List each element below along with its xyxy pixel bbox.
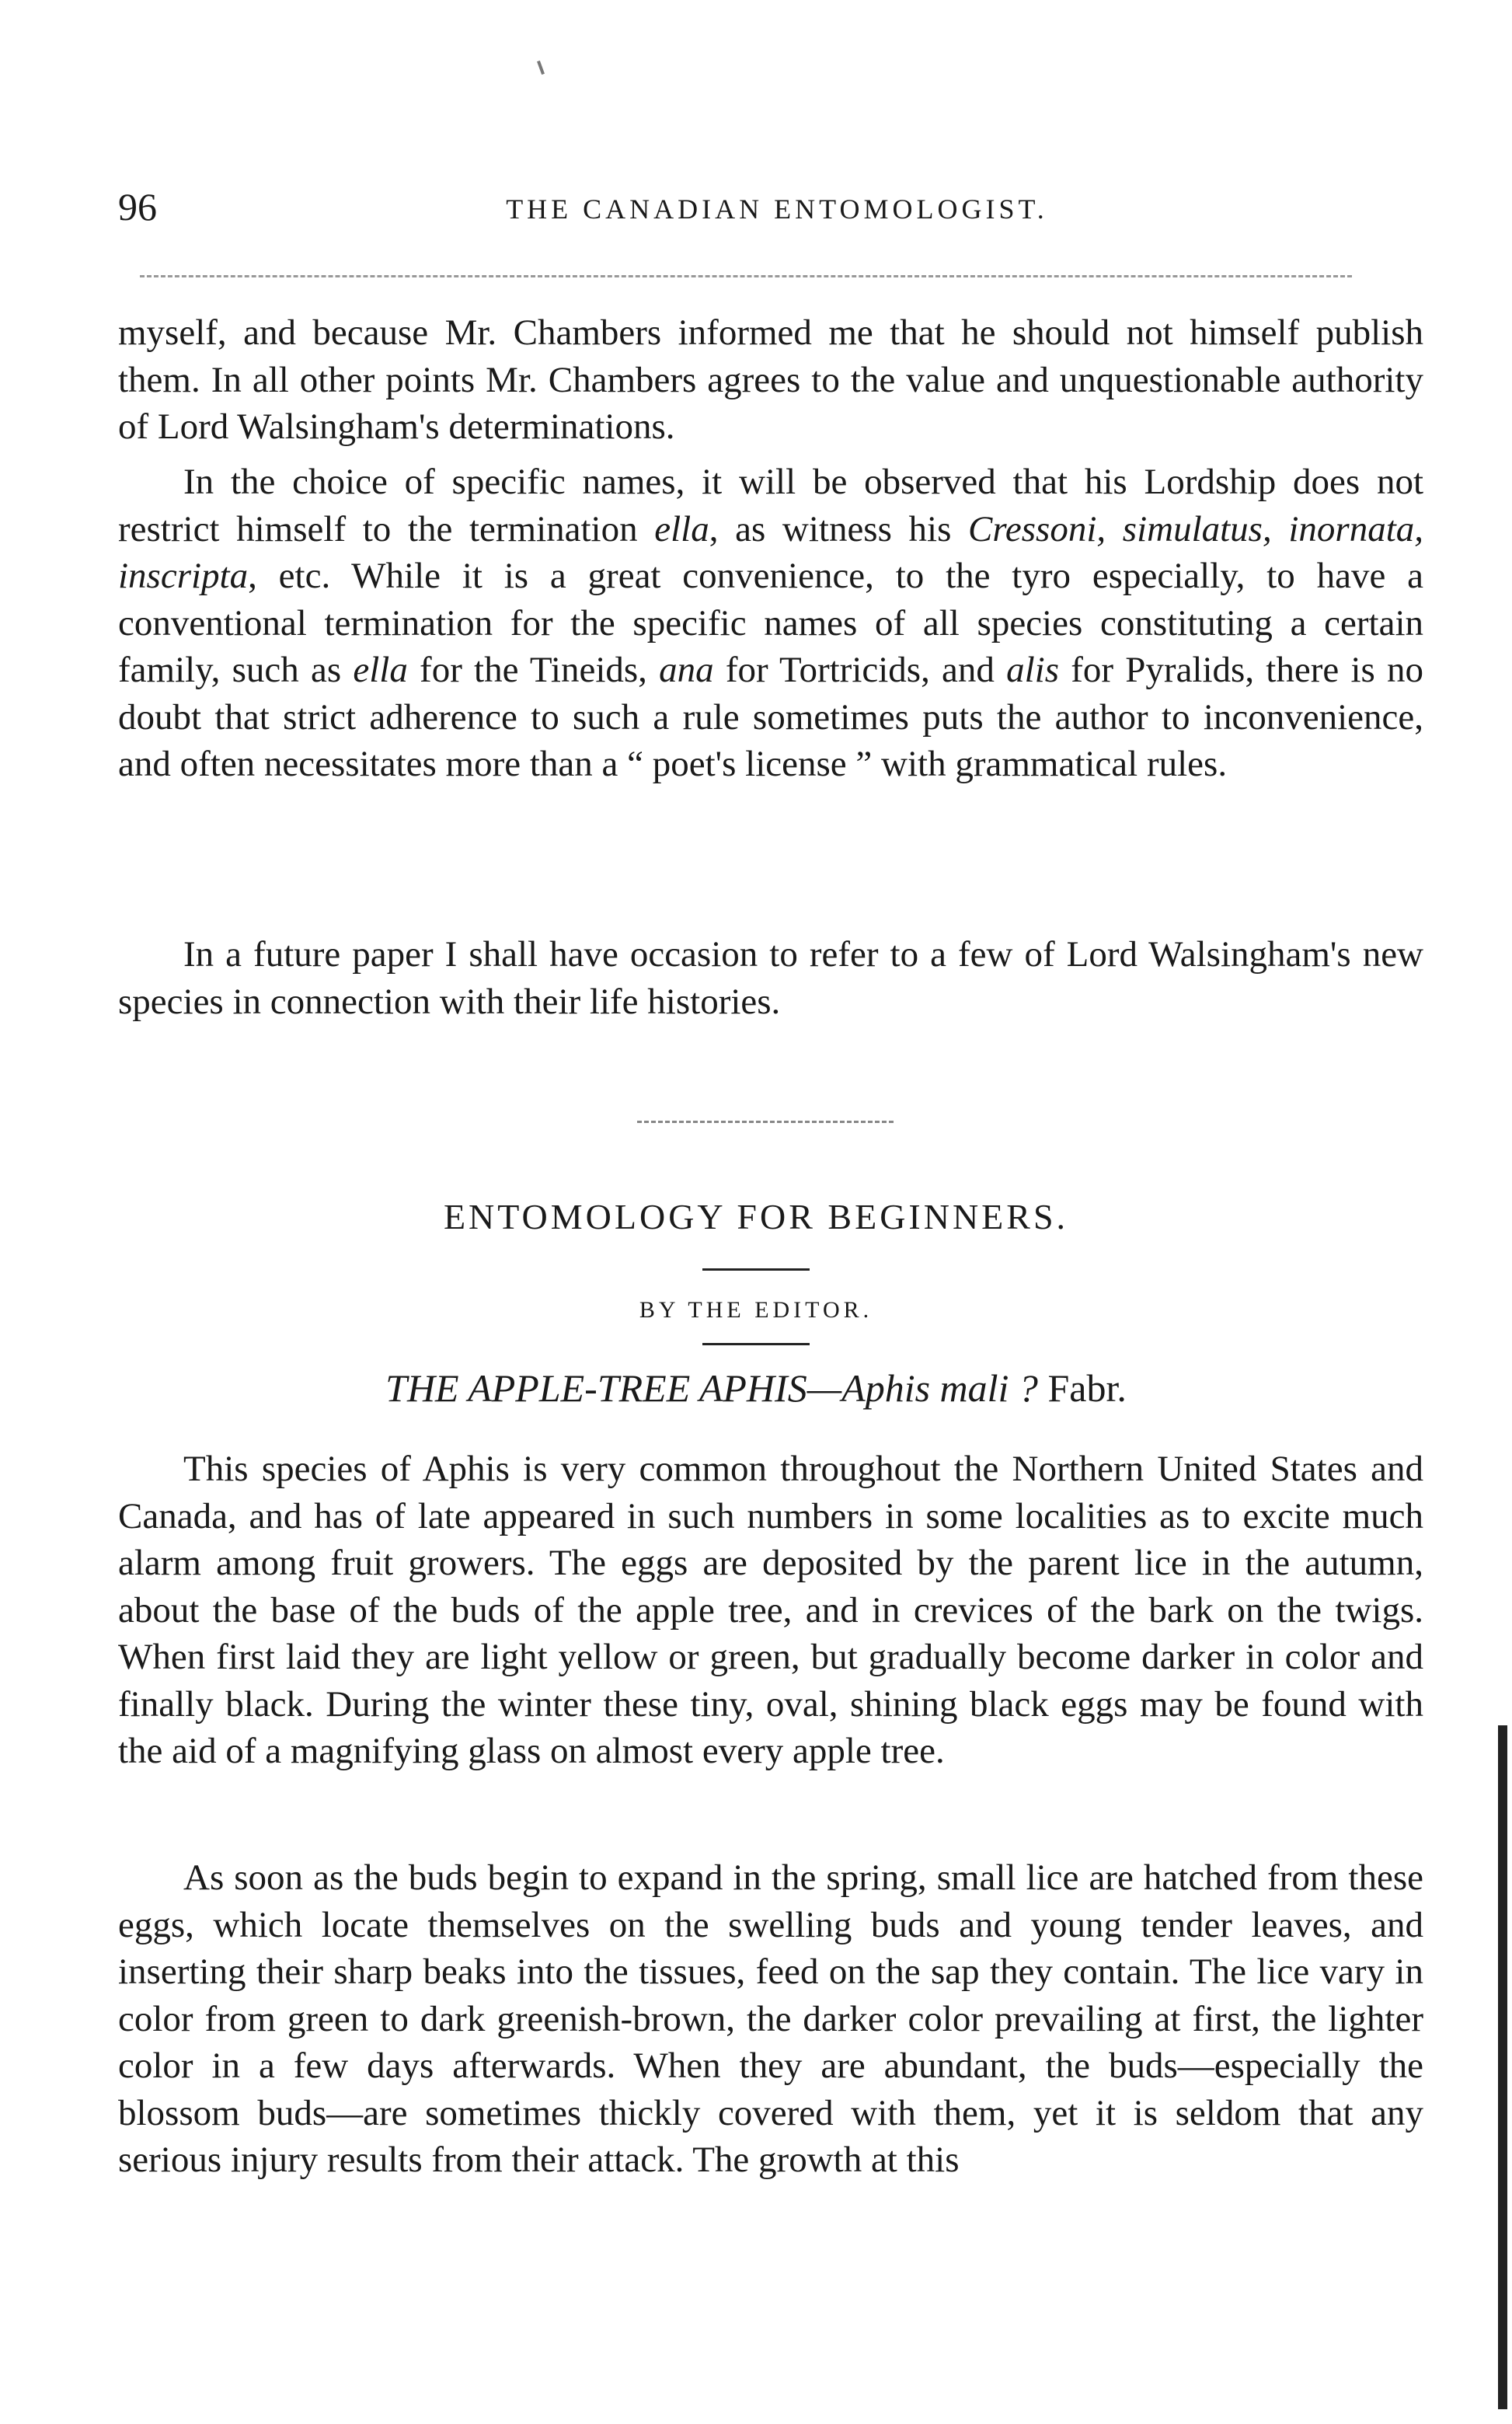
- italic-term: ella: [353, 650, 408, 690]
- text-run: In the choice of specific names, it will be observed that his Lordship does not restrict himself to the termination: [118, 462, 1423, 549]
- text-run: for Pyralids, there is no doubt that strict adherence to such a rule sometimes puts the author to inconvenience, and often necessitates more than a “ poet's license ” with grammatical rules.: [118, 650, 1424, 784]
- paragraph-future-paper: In a future paper I shall have occasion to refer to a few of Lord Walsingham's new species in connection with their life histories.: [118, 934, 1423, 1022]
- header-divider: [140, 275, 1352, 281]
- paragraph-aphis-lice: As soon as the buds begin to expand in the spring, small lice are hatched from these eggs, which locate themselves on the swelling buds and young tender leaves, and inserting their sharp beaks into the tissues, feed on the sap they contain. The lice vary in color from green to dark greenish-brown, the darker color prevailing at first, the lighter color in a few days afterwards. When they are abundant, the buds—especially the blossom buds—are sometimes thickly covered with them, yet it is seldom that any serious injury results from their attack. The growth at this: [118, 1857, 1423, 2180]
- section-title: ENTOMOLOGY FOR BEGINNERS.: [443, 1197, 1069, 1236]
- text-run: for the Tineids,: [407, 650, 660, 690]
- italic-term: alis: [1006, 650, 1060, 690]
- article-title-author: Fabr.: [1037, 1366, 1127, 1410]
- byline-rule: [702, 1343, 810, 1345]
- paragraph-continued: myself, and because Mr. Chambers informed me that he should not himself publish them. In all other points Mr. Chambers agrees to the value and unquestionable authority of Lord Walsingham's determinations.: [118, 312, 1423, 447]
- article-title-species: THE APPLE-TREE APHIS—Aphis mali ?: [385, 1366, 1038, 1410]
- italic-term: ana: [659, 650, 714, 690]
- italic-species-names: Cressoni, simulatus, inornata, inscripta: [118, 508, 1424, 596]
- article-title: [171, 1365, 1341, 1411]
- text-run: , etc. While it is a great convenience, to the tyro especially, to have a conventional termination for the specific names of all species constituting a certain family, such as: [118, 556, 1423, 690]
- byline: BY THE EDITOR.: [639, 1297, 873, 1323]
- section-divider: [637, 1121, 894, 1126]
- text-run: for Tortricids, and: [713, 650, 1007, 690]
- paragraph-aphis-eggs: This species of Aphis is very common throughout the Northern United States and Canada, and has of late appeared in such numbers in some localities as to excite much alarm among fruit growers. The eggs are deposited by the parent lice in the autumn, about the base of the buds of the apple tree, and in crevices of the bark on the twigs. When first laid they are light yellow or green, but gradually become darker in color and finally black. During the winter these tiny, oval, shining black eggs may be found with the aid of a magnifying glass on almost every apple tree.: [118, 1449, 1423, 1771]
- title-rule: [702, 1268, 810, 1271]
- italic-term: ella: [654, 508, 709, 549]
- stray-mark: [537, 61, 545, 75]
- page-number: 96: [118, 185, 157, 228]
- text-run: , as witness his: [709, 508, 968, 549]
- scan-edge-bar: [1498, 1725, 1507, 2409]
- paragraph-specific-names: [118, 459, 1423, 788]
- running-head: THE CANADIAN ENTOMOLOGIST.: [506, 194, 1048, 225]
